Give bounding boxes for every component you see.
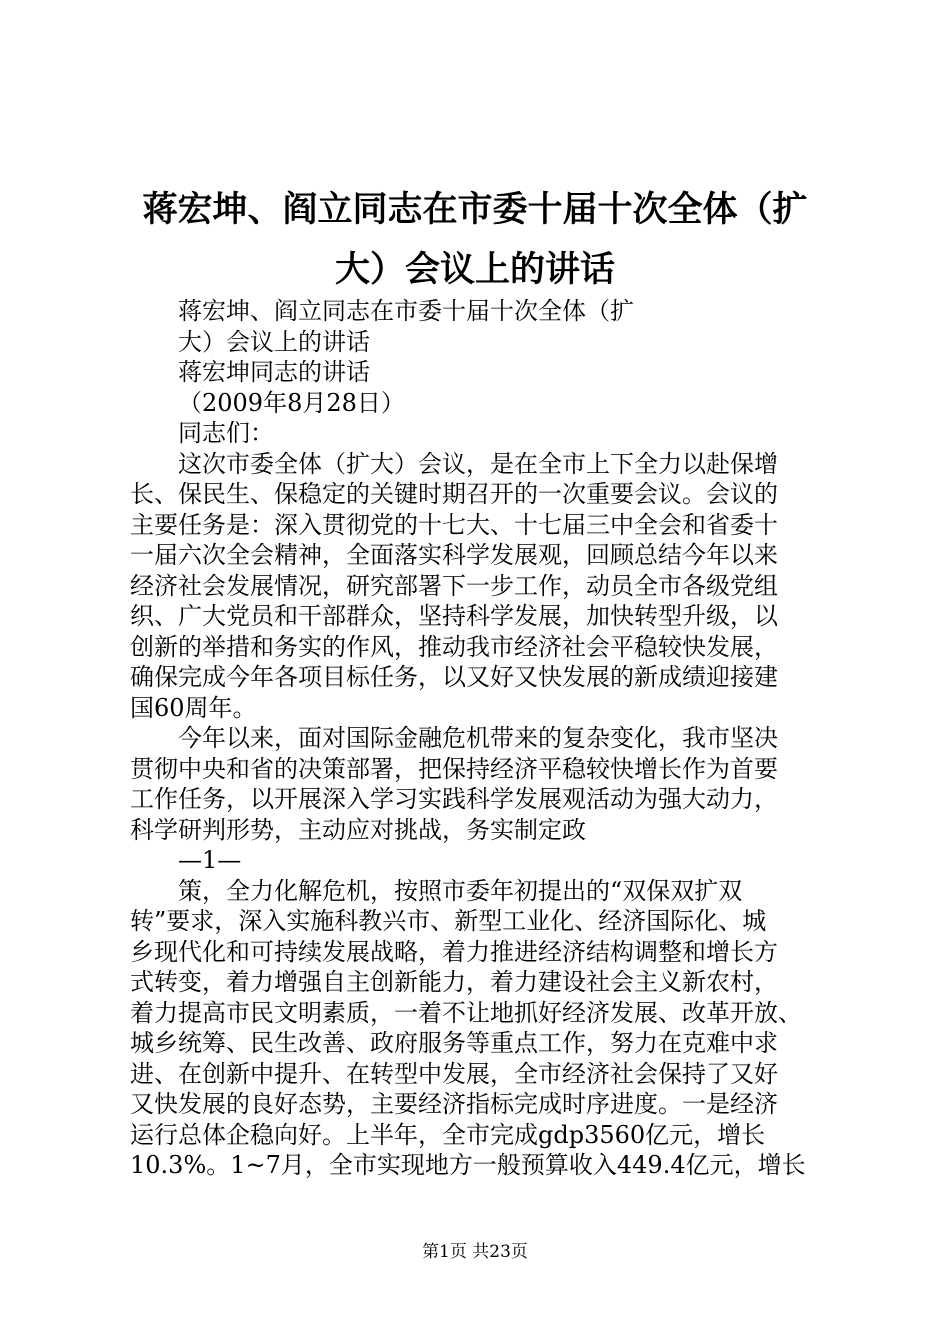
body-text-line: 同志们： — [178, 419, 274, 447]
body-text-line: 长、保民生、保稳定的关键时期召开的一次重要会议。会议的 — [130, 480, 778, 508]
body-text-line: 大）会议上的讲话 — [178, 327, 370, 356]
body-text-line: 蒋宏坤同志的讲话 — [178, 358, 370, 386]
body-text-line: 运行总体企稳向好。上半年，全市完成gdp3560亿元，增长 — [130, 1120, 766, 1149]
body-text-line: 乡现代化和可持续发展战略，着力推进经济结构调整和增长方 — [130, 937, 778, 966]
document-body — [130, 296, 830, 1181]
body-text-line: —1— — [178, 846, 242, 874]
body-text-line: 进、在创新中提升、在转型中发展，全市经济社会保持了又好 — [130, 1059, 778, 1088]
page-footer: 第1页 共23页 — [422, 1242, 528, 1262]
body-text-line: 创新的举措和务实的作风，推动我市经济社会平稳较快发展， — [130, 632, 778, 661]
body-text-line: 10.3%。1~7月，全市实现地方一般预算收入449.4亿元，增长 — [130, 1151, 806, 1179]
body-text-line: 着力提高市民文明素质，一着不让地抓好经济发展、改革开放、 — [130, 998, 802, 1027]
body-text-line: 城乡统筹、民生改善、政府服务等重点工作，努力在克难中求 — [130, 1029, 778, 1057]
body-text-line: 转”要求，深入实施科教兴市、新型工业化、经济国际化、城 — [130, 907, 767, 935]
body-text-line: 策，全力化解危机，按照市委年初提出的“双保双扩双 — [178, 876, 743, 905]
body-text-line: 工作任务，以开展深入学习实践科学发展观活动为强大动力， — [130, 785, 778, 813]
body-text-line: 这次市委全体（扩大）会议，是在全市上下全力以赴保增 — [178, 449, 778, 478]
body-text-line: 一届六次全会精神，全面落实科学发展观，回顾总结今年以来 — [130, 541, 778, 569]
document-title-line-1: 蒋宏坤、阎立同志在市委十届十次全体（扩 — [142, 190, 808, 230]
document-title-line-2: 大）会议上的讲话 — [334, 250, 615, 290]
body-text-line: 式转变，着力增强自主创新能力，着力建设社会主义新农村， — [130, 968, 778, 996]
body-text-line: （2009年8月28日） — [178, 388, 405, 417]
body-text-line: 贯彻中央和省的决策部署，把保持经济平稳较快增长作为首要 — [130, 754, 778, 783]
body-text-line: 确保完成今年各项目标任务，以又好又快发展的新成绩迎接建 — [130, 663, 778, 691]
body-text-line: 蒋宏坤、阎立同志在市委十届十次全体（扩 — [178, 297, 634, 325]
body-text-line: 国60周年。 — [130, 693, 257, 722]
body-text-line: 科学研判形势，主动应对挑战，务实制定政 — [130, 815, 586, 844]
body-text-line: 经济社会发展情况，研究部署下一步工作，动员全市各级党组 — [130, 571, 778, 600]
body-text-line: 又快发展的良好态势，主要经济指标完成时序进度。一是经济 — [130, 1090, 778, 1118]
body-text-line: 今年以来，面对国际金融危机带来的复杂变化，我市坚决 — [178, 724, 778, 752]
body-text-line: 主要任务是：深入贯彻党的十七大、十七届三中全会和省委十 — [130, 510, 778, 539]
body-text-line: 织、广大党员和干部群众，坚持科学发展，加快转型升级，以 — [130, 602, 778, 630]
